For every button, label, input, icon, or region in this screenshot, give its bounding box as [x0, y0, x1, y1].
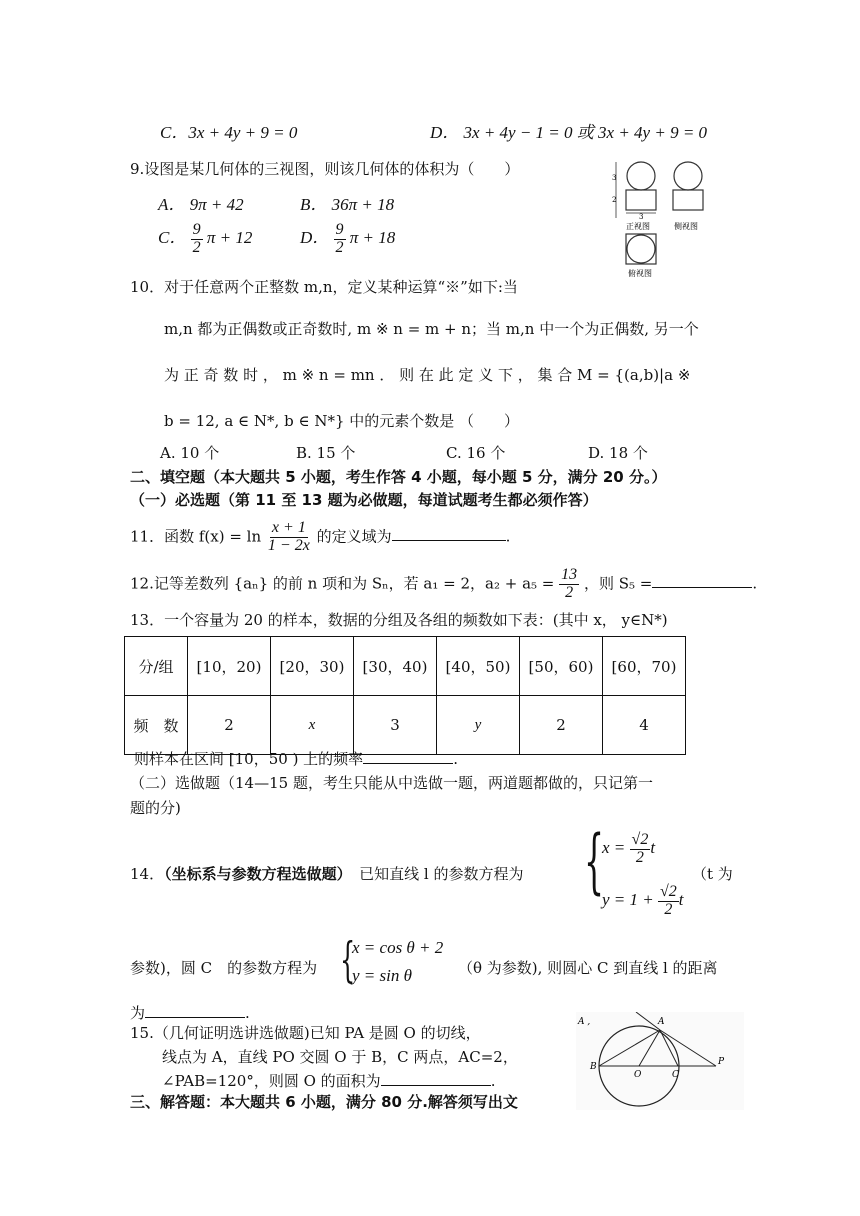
dim-label-3b: 3: [639, 213, 644, 221]
brace-icon: {: [584, 820, 605, 902]
subsection2-line1: （二）选做题（14—15 题，考生只能从中选做一题，两道题都做的，只记第一: [130, 774, 653, 792]
table-row: [125, 696, 686, 755]
section2-title: 二、填空题（本大题共 5 小题，考生作答 4 小题，每小题 5 分，满分 20 分。）: [130, 468, 667, 486]
side-view-rect: [673, 190, 703, 210]
label-o: O: [634, 1070, 642, 1080]
table-cell: 2: [520, 696, 603, 755]
q11-answer-blank[interactable]: [392, 526, 506, 541]
circle-tangent-figure: [576, 1012, 744, 1110]
brace-icon: {: [340, 932, 356, 988]
table-cell: [10，20): [188, 637, 271, 696]
table-cell: [40，50): [437, 637, 520, 696]
q10-option-a: A. 10 个: [160, 444, 220, 462]
q10-line2: m,n 都为正偶数或正奇数时, m ※ n = m + n；当 m,n 中一个为正偶数, 另一个: [164, 320, 699, 338]
three-view-figure: [608, 158, 718, 280]
front-view-rect: [626, 190, 656, 210]
q14-line-eq2: y = 1 + $\frac{√2}{2}$ t: [602, 883, 684, 918]
table-cell: [20，30): [271, 637, 354, 696]
q14-t-note: （t 为: [692, 865, 733, 883]
q10-line1: 10．对于任意两个正整数 m,n，定义某种运算“※”如下:当: [130, 278, 518, 296]
q14-line2-post: （θ 为参数), 则圆心 C 到直线 l 的距离: [458, 959, 718, 977]
top-view-rect: [626, 234, 656, 264]
q15-line1: 15.（几何证明选讲选做题)已知 PA 是圆 O 的切线，: [130, 1024, 481, 1042]
q10-option-d: D. 18 个: [588, 444, 648, 462]
q10-line4: b = 12, a ∈ N*, b ∈ N*} 中的元素个数是 （ ）: [164, 412, 520, 430]
q9-option-d: D． $\frac{9}{2}$ π + 18: [300, 221, 396, 256]
label-a-corner: A ,: [578, 1017, 591, 1027]
section3-title: 三、解答题：本大题共 6 小题，满分 80 分.解答须写出文: [130, 1093, 518, 1111]
q14-answer-blank[interactable]: [145, 1003, 245, 1018]
table-cell: [60，70): [603, 637, 686, 696]
side-view-circle: [674, 162, 702, 190]
front-view-label: 正视图: [626, 222, 650, 231]
table-cell: 4: [603, 696, 686, 755]
top-view-circle: [627, 235, 655, 263]
subsection2-line2: 题的分): [130, 799, 181, 817]
table-row: [125, 637, 686, 696]
table-cell: 3: [354, 696, 437, 755]
q14-circle-eq2: y = sin θ: [352, 966, 412, 985]
q9-option-a: A． 9π + 42: [158, 195, 244, 214]
front-view-circle: [627, 162, 655, 190]
table-cell: y: [437, 696, 520, 755]
q8-option-c: C．3x + 4y + 9 = 0: [160, 123, 298, 142]
q14-stem: 14．（坐标系与参数方程选做题） 已知直线 l 的参数方程为: [130, 865, 524, 883]
q10-line3: 为 正 奇 数 时 ， m ※ n = mn ． 则 在 此 定 义 下 ， 集 合 M = {(a,b)|a ※: [164, 366, 691, 384]
q12-answer-blank[interactable]: [652, 573, 752, 588]
table-cell: [50，60): [520, 637, 603, 696]
q14-line2-pre: 参数)，圆 C 的参数方程为: [130, 959, 318, 977]
dim-label-3: 3: [612, 174, 617, 182]
table-cell: x: [271, 696, 354, 755]
q13-answer-blank[interactable]: [363, 749, 453, 764]
q10-option-c: C. 16 个: [446, 444, 506, 462]
q9-option-b: B． 36π + 18: [300, 195, 395, 214]
table-cell: 2: [188, 696, 271, 755]
table-cell: 频 数: [125, 696, 188, 755]
label-b: B: [590, 1062, 597, 1072]
label-a: A: [658, 1017, 665, 1027]
label-p: P: [718, 1057, 725, 1067]
q12: 12.记等差数列 {aₙ} 的前 n 项和为 Sₙ，若 a₁ = 2，a₂ + a₅ = $\frac{13}{2}$ ，则 S₅ = .: [130, 566, 758, 601]
q9-option-c: C． $\frac{9}{2}$ π + 12: [158, 221, 253, 256]
q14-line-eq1: x = $\frac{√2}{2}$ t: [602, 831, 656, 866]
top-view-label: 俯视图: [628, 269, 652, 278]
table-cell: 分/组: [125, 637, 188, 696]
frequency-table: [124, 636, 686, 755]
q9-stem: 9.设图是某几何体的三视图，则该几何体的体积为（ ）: [130, 160, 520, 178]
dim-label-2: 2: [612, 196, 617, 204]
q11: 11．函数 f(x) = ln $\frac{x + 1}{1 - 2x}$ 的定义域为 .: [130, 519, 511, 554]
section2-subtitle: （一）必选题（第 11 至 13 题为必做题，每道试题考生都必须作答）: [130, 491, 598, 509]
q15-answer-blank[interactable]: [381, 1071, 491, 1086]
q13-stem: 13．一个容量为 20 的样本，数据的分组及各组的频数如下表：(其中 x， y∈N*): [130, 611, 668, 629]
q15-line3: ∠PAB=120°，则圆 O 的面积为 .: [162, 1072, 496, 1090]
table-cell: [30，40): [354, 637, 437, 696]
q14-line3: 为 .: [130, 1004, 250, 1022]
side-view-label: 侧视图: [674, 222, 698, 231]
q15-line2: 线点为 A，直线 PO 交圆 O 于 B，C 两点，AC=2，: [162, 1048, 518, 1066]
q8-option-d: D． 3x + 4y − 1 = 0 或 3x + 4y + 9 = 0: [430, 123, 708, 142]
q10-option-b: B. 15 个: [296, 444, 356, 462]
q14-circle-eq1: x = cos θ + 2: [352, 938, 444, 957]
q13-question: 则样本在区间 [10，50 ) 上的频率 .: [134, 750, 458, 768]
label-c: C: [672, 1070, 679, 1080]
